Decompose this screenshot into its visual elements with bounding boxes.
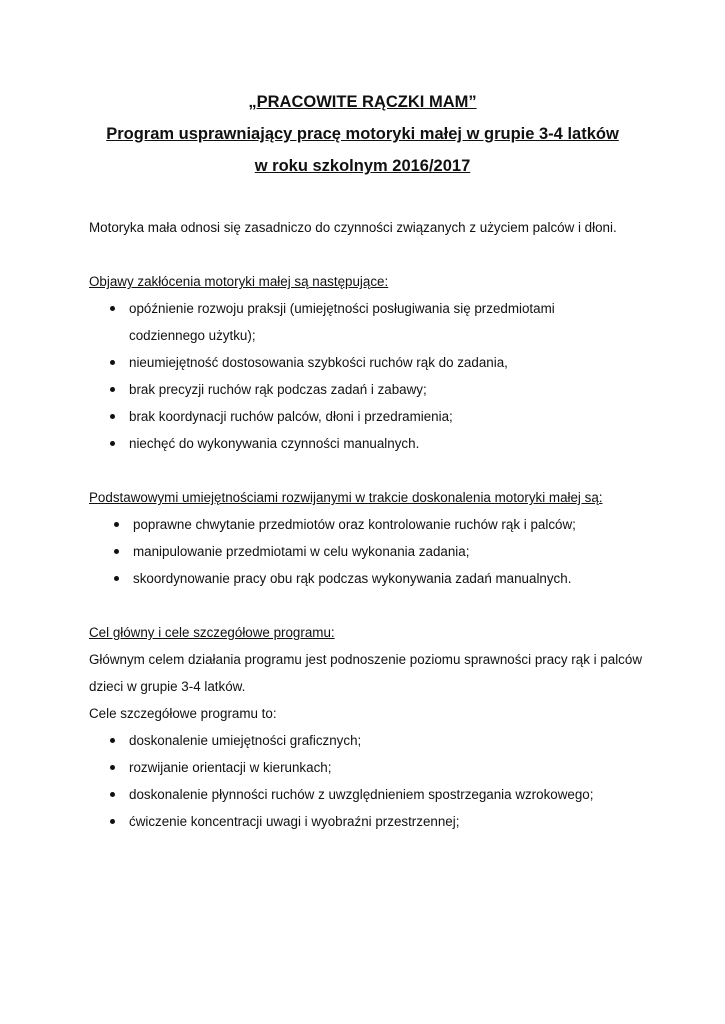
- list-item: [89, 295, 649, 349]
- list-item: [89, 538, 649, 565]
- bullet-icon: [110, 387, 115, 392]
- document-title: [0, 86, 725, 182]
- bullet-icon: [114, 549, 119, 554]
- list-item: [89, 511, 649, 538]
- list-item-text: opóźnienie rozwoju praksji (umiejętności posługiwania się przedmiotami codziennego użytku);: [129, 301, 555, 343]
- main-goal-line-2: dzieci w grupie 3-4 latków.: [89, 679, 246, 694]
- list-item-text: skoordynowanie pracy obu rąk podczas wykonywania zadań manualnych.: [133, 571, 572, 586]
- list-item: [89, 727, 649, 754]
- list-item: [89, 430, 649, 457]
- bullet-icon: [114, 576, 119, 581]
- list-item-text: doskonalenie umiejętności graficznych;: [129, 733, 362, 748]
- list-item-text: nieumiejętność dostosowania szybkości ruchów rąk do zadania,: [129, 355, 508, 370]
- goals-list: [89, 727, 649, 835]
- list-item-text: brak koordynacji ruchów palców, dłoni i przedramienia;: [129, 409, 453, 424]
- bullet-icon: [110, 441, 115, 446]
- title-line-3: w roku szkolnym 2016/2017: [254, 157, 471, 175]
- list-item: [89, 376, 649, 403]
- list-item: [89, 403, 649, 430]
- bullet-icon: [110, 306, 115, 311]
- list-item: [89, 808, 649, 835]
- skills-heading: Podstawowymi umiejętnościami rozwijanymi w trakcie doskonalenia motoryki małej są:: [89, 490, 603, 505]
- list-item: [89, 565, 649, 592]
- list-item: [89, 754, 649, 781]
- list-item-text: ćwiczenie koncentracji uwagi i wyobraźni przestrzennej;: [129, 814, 460, 829]
- title-line-1: „PRACOWITE RĄCZKI MAM”: [248, 93, 477, 111]
- list-item-text: brak precyzji ruchów rąk podczas zadań i zabawy;: [129, 382, 427, 397]
- main-goal-line-1: Głównym celem działania programu jest podnoszenie poziomu sprawności pracy rąk i palców: [89, 652, 642, 667]
- list-item-text: niechęć do wykonywania czynności manualnych.: [129, 436, 420, 451]
- title-line-2: Program usprawniający pracę motoryki małej w grupie 3-4 latków: [106, 125, 619, 143]
- list-item-text: rozwijanie orientacji w kierunkach;: [129, 760, 332, 775]
- symptoms-heading: Objawy zakłócenia motoryki małej są następujące:: [89, 274, 389, 289]
- list-item: [89, 781, 649, 808]
- detailed-goals-intro: Cele szczegółowe programu to:: [89, 706, 277, 721]
- bullet-icon: [110, 414, 115, 419]
- list-item-text: poprawne chwytanie przedmiotów oraz kontrolowanie ruchów rąk i palców;: [133, 517, 576, 532]
- bullet-icon: [110, 738, 115, 743]
- bullet-icon: [110, 360, 115, 365]
- bullet-icon: [110, 765, 115, 770]
- goals-heading: Cel główny i cele szczegółowe programu:: [89, 625, 335, 640]
- bullet-icon: [110, 819, 115, 824]
- symptoms-list: [89, 295, 649, 457]
- bullet-icon: [110, 792, 115, 797]
- skills-list: [89, 511, 649, 592]
- list-item: [89, 349, 649, 376]
- list-item-text: manipulowanie przedmiotami w celu wykonania zadania;: [133, 544, 470, 559]
- bullet-icon: [114, 522, 119, 527]
- list-item-text: doskonalenie płynności ruchów z uwzględnieniem spostrzegania wzrokowego;: [129, 787, 594, 802]
- intro-paragraph: Motoryka mała odnosi się zasadniczo do czynności związanych z użyciem palców i dłoni.: [89, 220, 617, 235]
- document-body: [89, 214, 649, 835]
